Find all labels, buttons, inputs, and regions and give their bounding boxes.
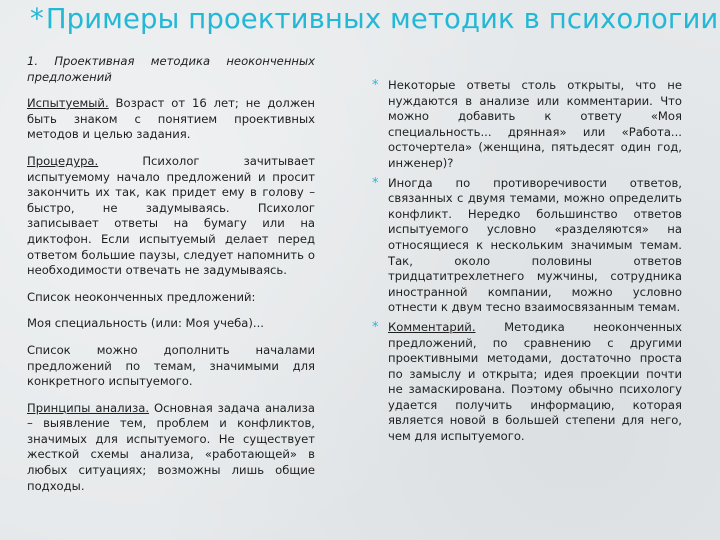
bullet-marker: * <box>372 78 379 93</box>
bullet-marker: * <box>372 319 379 335</box>
bullet-item <box>372 176 682 316</box>
principles-label: Принципы анализа. <box>27 400 150 415</box>
list-title: Список неоконченных предложений: <box>27 289 256 304</box>
bullet-text: Методика неоконченных предложений, по сравнению с другими проективными методами, достаточно проста по замыслу и открыта; идея проекции почти не замаскирована. Поэтому обычно психологу удается получить информацию, которая является новой в большей степени для него, чем для испытуемого. <box>388 319 682 444</box>
bullet-item <box>372 320 682 445</box>
list-note: Список можно дополнить началами предложений по темам, значимыми для конкретного испытуемого. <box>27 342 315 389</box>
title-text: Примеры проективных методик в психологии <box>45 3 719 35</box>
comment-label: Комментарий. <box>388 319 476 334</box>
principles-paragraph <box>27 401 315 495</box>
procedure-text: Психолог зачитывает испытуемому начало предложений и просит закончить их так, как придет ему в голову – быстро, не задумываясь. Психолог записывает ответы на бумагу или на диктофон. Если испытуемый делает перед ответом большие паузы, следует напомнить о необходимости отвечать не задумываясь. <box>27 153 315 278</box>
left-column <box>27 54 315 505</box>
bullet-marker: * <box>372 175 379 191</box>
subject-text: Возраст от 16 лет; не должен быть знаком с понятием проективных методов и целью задания. <box>27 96 315 142</box>
subject-label: Испытуемый. <box>27 96 109 111</box>
subject-paragraph <box>27 96 315 143</box>
right-column <box>372 78 682 449</box>
example-sentence: Моя специальность (или: Моя учеба)... <box>27 316 264 331</box>
bullet-item <box>372 78 682 172</box>
bullet-text: Некоторые ответы столь открыты, что не нуждаются в анализе или комментарии. Что можно добавить к ответу «Моя специальность... дрянная» или «Работа... осточертела» (женщина, пятьдесят один год, инженер)? <box>388 78 682 170</box>
title-marker: * <box>30 3 44 35</box>
slide-title <box>30 2 720 36</box>
bullet-text: Иногда по противоречивости ответов, связанных с двумя темами, можно определить конфликт. Нередко большинство ответов испытуемого условно «разделяются» на относящиеся к нескольким значимым темам. Так, около половины ответов тридцатитрехлетнего мужчины, сотрудника иностранной компании, можно условно отнести к двум тесно взаимосвязанным темам. <box>388 175 682 315</box>
method-heading: 1. Проективная методика неоконченных предложений <box>27 54 315 84</box>
procedure-label: Процедура. <box>27 153 99 168</box>
principles-text: Основная задача анализа – выявление тем, проблем и конфликтов, значимых для испытуемого. Не существует жесткой схемы анализа, «работающей» в любых ситуациях; возможны лишь общие подходы. <box>27 400 315 493</box>
procedure-paragraph <box>27 154 315 279</box>
